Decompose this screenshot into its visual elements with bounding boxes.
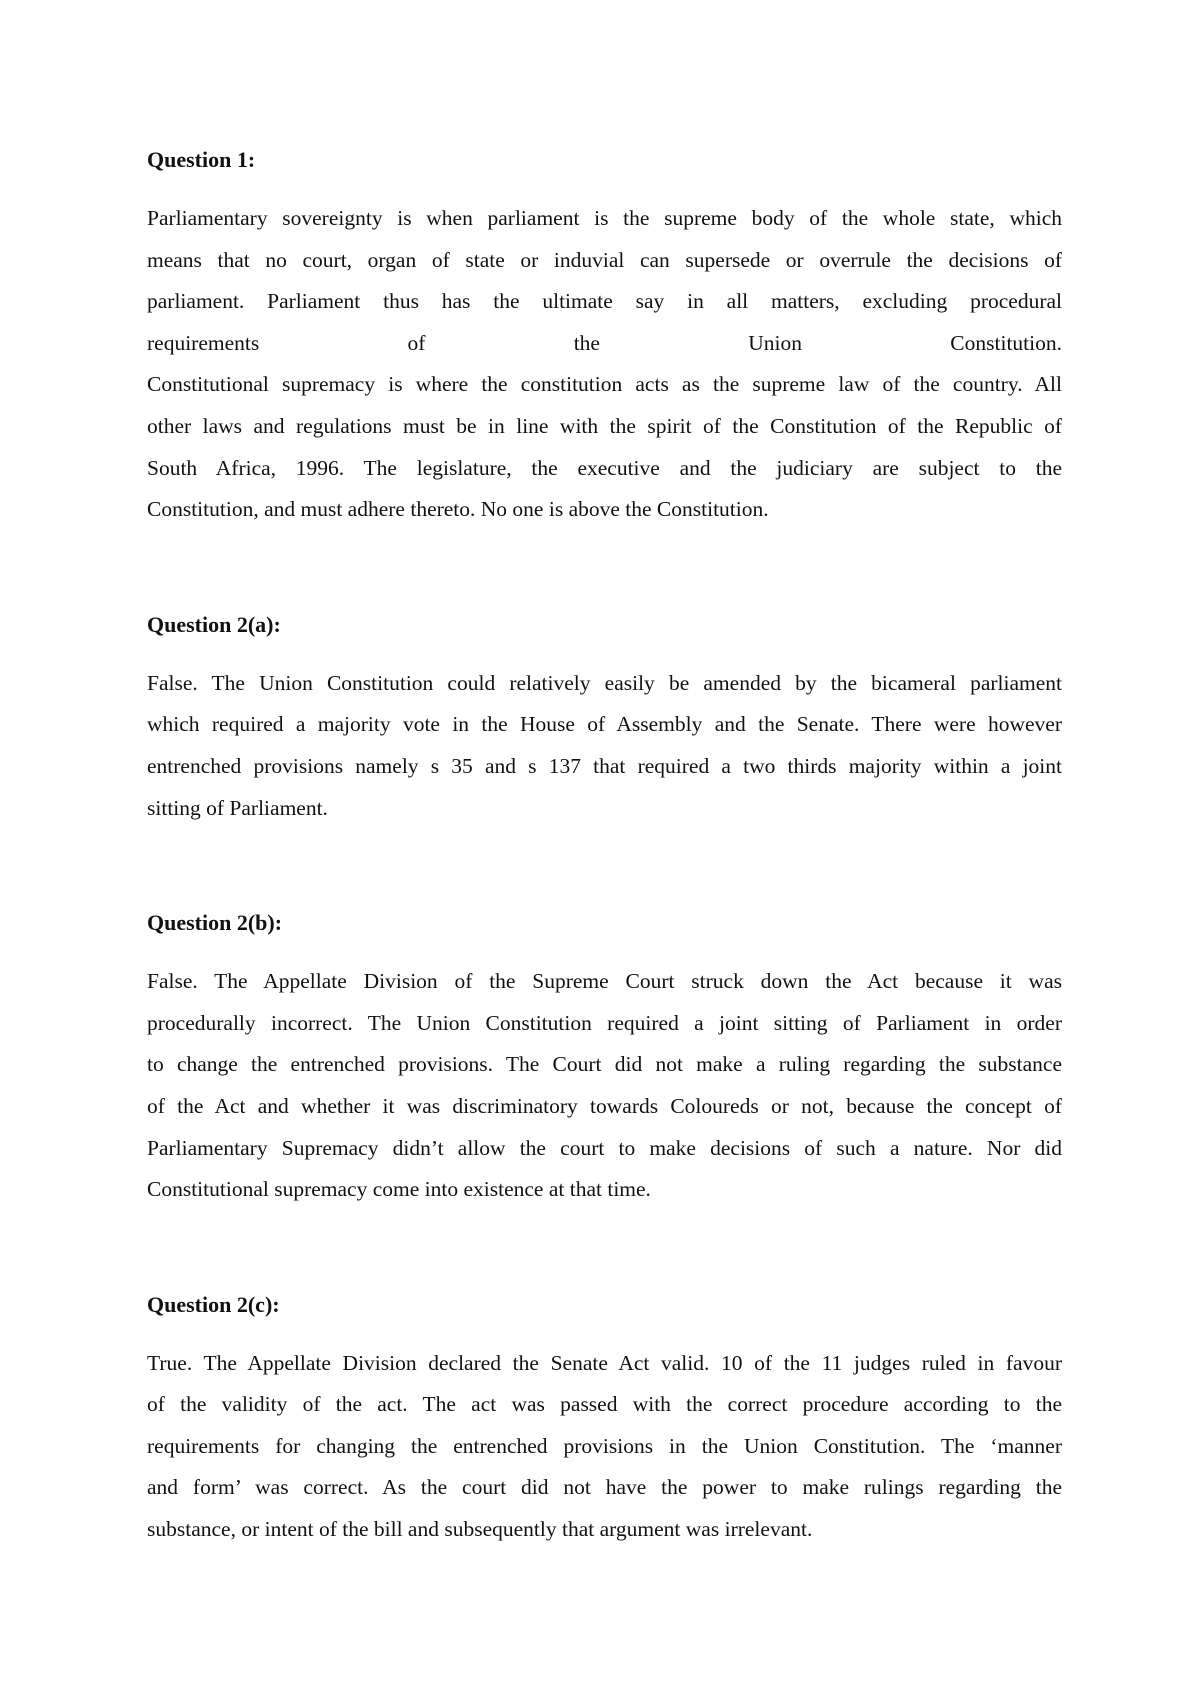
answer-line: to change the entrenched provisions. The Court did not make a ruling regarding the substance: [147, 1052, 1062, 1077]
answer-line: other laws and regulations must be in line with the spirit of the Constitution of the Republic of: [147, 413, 1062, 438]
answer-line: Constitutional supremacy is where the constitution acts as the supreme law of the country. All: [147, 372, 1062, 397]
answer-line: substance, or intent of the bill and subsequently that argument was irrelevant.: [147, 1517, 813, 1542]
question-2a-section: [147, 611, 1062, 829]
answer-line: Parliamentary Supremacy didn’t allow the court to make decisions of such a nature. Nor did: [147, 1135, 1062, 1160]
answer-line: which required a majority vote in the House of Assembly and the Senate. There were however: [147, 712, 1062, 737]
answer-line: Parliamentary sovereignty is when parliament is the supreme body of the whole state, which: [147, 206, 1062, 230]
answer-line: Constitution, and must adhere thereto. No one is above the Constitution.: [147, 497, 769, 522]
answer-line: False. The Union Constitution could relatively easily be amended by the bicameral parliament: [147, 670, 1062, 695]
question-2c-heading: Question 2(c):: [147, 1291, 280, 1317]
question-2b-heading: Question 2(b):: [147, 910, 283, 936]
answer-line: entrenched provisions namely s 35 and s 137 that required a two thirds majority within a joint: [147, 753, 1062, 778]
answer-line: of the Act and whether it was discriminatory towards Coloureds or not, because the concept of: [147, 1093, 1062, 1118]
question-2a-heading: Question 2(a):: [147, 611, 281, 637]
answer-line: True. The Appellate Division declared the Senate Act valid. 10 of the 11 judges ruled in favour: [147, 1350, 1062, 1375]
answer-line: and form’ was correct. As the court did not have the power to make rulings regarding the: [147, 1475, 1062, 1500]
question-1-answer: [147, 198, 1062, 531]
answer-line: South Africa, 1996. The legislature, the executive and the judiciary are subject to the: [147, 455, 1062, 480]
question-2b-answer: [147, 961, 1062, 1211]
question-2c-answer: [147, 1343, 1062, 1551]
answer-line: sitting of Parliament.: [147, 795, 328, 820]
answer-line: of the validity of the act. The act was passed with the correct procedure according to the: [147, 1392, 1062, 1417]
answer-line: requirements for changing the entrenched provisions in the Union Constitution. The ‘manner: [147, 1433, 1062, 1458]
answer-line: means that no court, organ of state or induvial can supersede or overrule the decisions of: [147, 247, 1062, 272]
question-1-heading: Question 1:: [147, 147, 256, 172]
question-1-section: [147, 146, 1062, 531]
question-2a-answer: [147, 663, 1062, 829]
question-2c-section: [147, 1291, 1062, 1551]
answer-line: procedurally incorrect. The Union Constitution required a joint sitting of Parliament in order: [147, 1010, 1062, 1035]
answer-line: requirements of the Union Constitution.: [147, 330, 1062, 355]
answer-line: False. The Appellate Division of the Supreme Court struck down the Act because it was: [147, 969, 1062, 994]
question-2b-section: [147, 909, 1062, 1211]
answer-line: Constitutional supremacy come into existence at that time.: [147, 1177, 651, 1202]
document-page: [147, 146, 1062, 1551]
answer-line: parliament. Parliament thus has the ultimate say in all matters, excluding procedural: [147, 289, 1062, 314]
